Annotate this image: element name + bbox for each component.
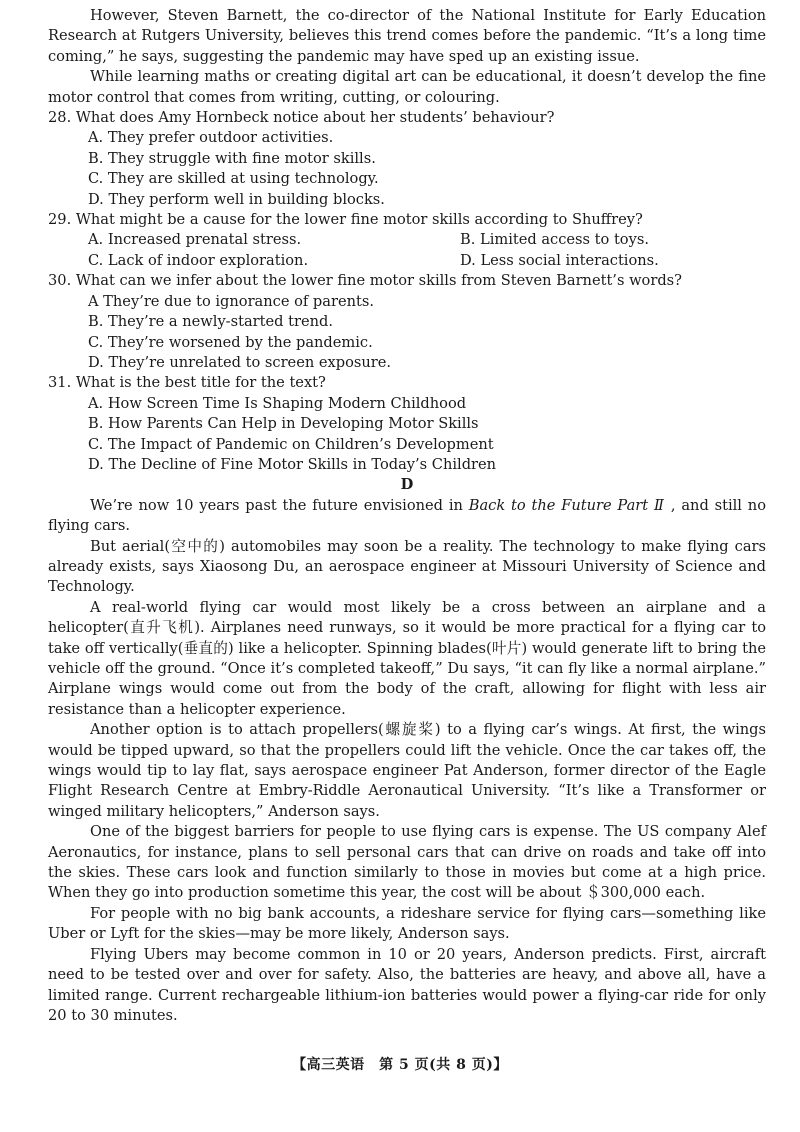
passage-paragraph: Another option is to attach propellers(螺旋桨) to a flying car’s wings. At first, the wings would be tipped upward, so that the propellers could lift the vehicle. Once the car takes off, the wings would tip to lay flat, says aerospace engineer Pat Anderson, former director of the Eagle Flight Research Centre at Embry-Riddle Aeronautical University. “It’s like a Transformer or winged military helicopters,” Anderson says. [48, 721, 766, 820]
option-b: B. They’re a newly-started trend. [88, 313, 333, 331]
passage-paragraph: For people with no big bank accounts, a rideshare service for flying cars—something like Uber or Lyft for the skies—may be more likely, Anderson says. [48, 904, 766, 943]
text-run: We’re now 10 years past the future envisioned in [90, 496, 469, 514]
option-a: A. Increased prenatal stress. [88, 231, 302, 249]
question-28 [48, 108, 766, 210]
question-29 [48, 210, 766, 271]
passage-paragraph: One of the biggest barriers for people to use flying cars is expense. The US company Alef Aeronautics, for instance, plans to sell personal cars that can drive on roads and take off into the skies. These cars look and function similarly to those in movies but come at a high price. When they go into production sometime this year, the cost will be about ＄300,000 each. [48, 823, 766, 902]
option-c: C. They’re worsened by the pandemic. [88, 333, 373, 351]
page-footer: 【高三英语 第 5 页(共 8 页)】 [292, 1057, 508, 1073]
question-stem: 30. What can we infer about the lower fine motor skills from Steven Barnett’s words? [48, 272, 682, 290]
passage-paragraph: Flying Ubers may become common in 10 or 20 years, Anderson predicts. First, aircraft need to be tested over and over for safety. Also, the batteries are heavy, and above all, have a limited range. Current rechargeable lithium-ion batteries would power a flying-car ride for only 20 to 30 minutes. [48, 945, 766, 1024]
option-c: C. The Impact of Pandemic on Children’s Development [88, 435, 494, 453]
option-d: D. They’re unrelated to screen exposure. [88, 353, 391, 371]
question-stem: 28. What does Amy Hornbeck notice about her students’ behaviour? [48, 109, 555, 127]
section-heading: D [400, 476, 414, 494]
film-title: Back to the Future Part Ⅱ [468, 496, 666, 514]
passage-paragraph: But aerial(空中的) automobiles may soon be a reality. The technology to make flying cars already exists, says Xiaosong Du, an aerospace engineer at Missouri University of Science and Technology. [48, 537, 766, 596]
passage-paragraph: While learning maths or creating digital art can be educational, it doesn’t develop the fine motor control that comes from writing, cutting, or colouring. [48, 68, 766, 106]
option-a: A They’re due to ignorance of parents. [88, 292, 374, 310]
option-a: A. They prefer outdoor activities. [88, 129, 334, 147]
passage-paragraph [48, 496, 766, 537]
question-stem: 31. What is the best title for the text? [48, 374, 326, 392]
option-c: C. They are skilled at using technology. [88, 170, 379, 188]
passage-paragraph: A real-world flying car would most likely be a cross between an airplane and a helicopter(直升飞机). Airplanes need runways, so it would be more practical for a flying car to take off vertically(垂直的) like a helicopter. Spinning blades(叶片) would generate lift to bring the vehicle off the ground. “Once it’s completed takeoff,” Du says, “it can fly like a normal airplane.” Airplane wings would come out from the body of the craft, allowing for flight with less air resistance than a helicopter experience. [48, 598, 766, 718]
option-d: D. Less social interactions. [460, 251, 659, 269]
option-b: B. They struggle with fine motor skills. [88, 149, 376, 167]
option-d: D. The Decline of Fine Motor Skills in Today’s Children [88, 455, 497, 473]
question-31 [48, 373, 766, 475]
question-stem: 29. What might be a cause for the lower fine motor skills according to Shuffrey? [48, 211, 643, 229]
option-a: A. How Screen Time Is Shaping Modern Childhood [88, 394, 467, 412]
option-b: B. Limited access to toys. [460, 231, 649, 249]
option-b: B. How Parents Can Help in Developing Motor Skills [88, 415, 479, 433]
option-d: D. They perform well in building blocks. [88, 190, 385, 208]
question-30 [48, 271, 766, 373]
text-run: , and still no flying cars. [48, 496, 766, 535]
option-c: C. Lack of indoor exploration. [88, 251, 309, 269]
passage-paragraph: However, Steven Barnett, the co-director of the National Institute for Early Education Research at Rutgers University, believes this trend comes before the pandemic. “It’s a long time coming,” he says, suggesting the pandemic may have sped up an existing issue. [48, 7, 766, 65]
